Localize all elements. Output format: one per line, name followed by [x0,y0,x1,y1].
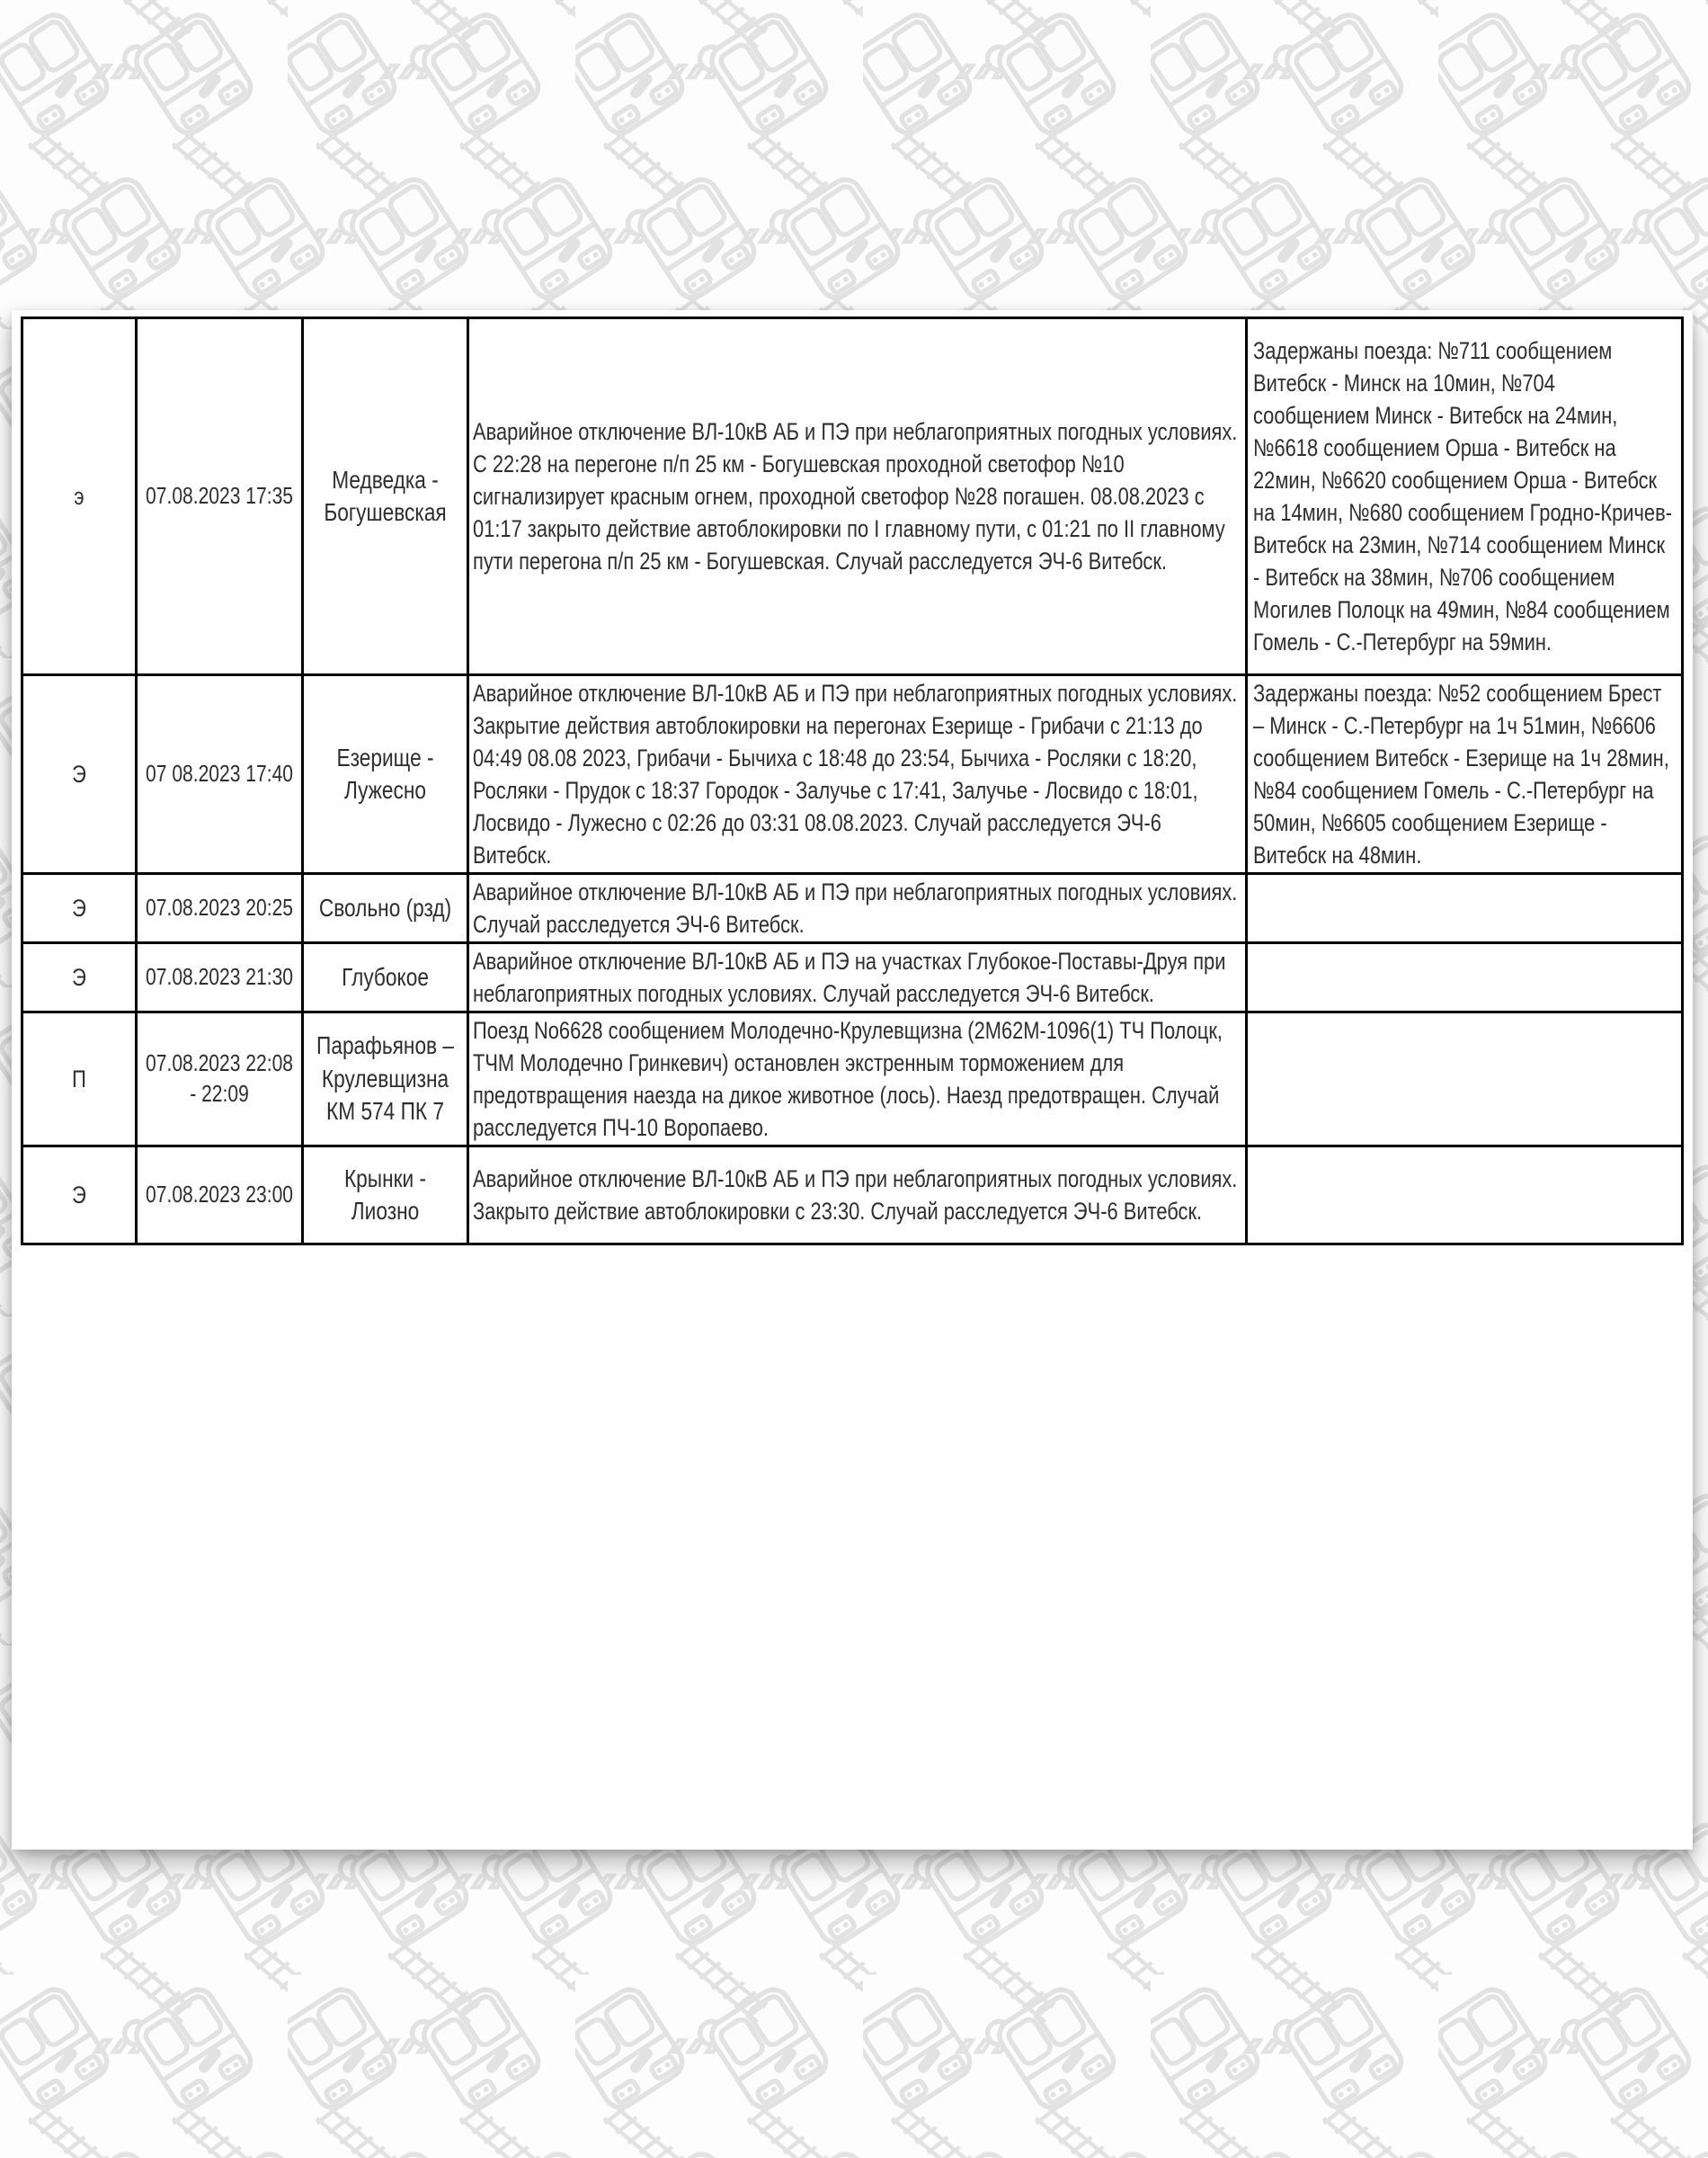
location-cell: Езерище - Лужесно [303,675,468,874]
location-cell: Свольно (рзд) [303,874,468,943]
datetime-cell: 07.08.2023 22:08 - 22:09 [137,1012,303,1146]
description-cell: Аварийное отключение ВЛ-10кВ АБ и ПЭ при неблагоприятных погодных условиях. Закрыто действие автоблокировки с 23:30. Случай расследуется ЭЧ-6 Витебск. [468,1146,1247,1244]
delays-cell [1247,1012,1683,1146]
datetime-cell: 07 08.2023 17:40 [137,675,303,874]
description-cell: Аварийное отключение ВЛ-10кВ АБ и ПЭ при неблагоприятных погодных условиях. С 22:28 на перегоне п/п 25 км - Богушевская проходной светофор №10 сигнализирует красным огнем, проходной светофор №28 погашен. 08.08.2023 с 01:17 закрыто действие автоблокировки по I главному пути, с 01:21 по II главному пути перегона п/п 25 км - Богушевская. Случай расследуется ЭЧ-6 Витебск. [468,318,1247,675]
table-row [22,318,1683,675]
event-type-cell: Э [22,675,137,874]
datetime-cell: 07.08.2023 21:30 [137,943,303,1012]
table-row [22,943,1683,1012]
table-row [22,675,1683,874]
location-cell: Крынки - Лиозно [303,1146,468,1244]
event-type-cell: Э [22,1146,137,1244]
location-cell: Парафьянов – Крулевщизна КМ 574 ПК 7 [303,1012,468,1146]
delays-cell: Задержаны поезда: №52 сообщением Брест – Минск - С.-Петербург на 1ч 51мин, №6606 сообщением Витебск - Езерище на 1ч 28мин, №84 сообщением Гомель - С.-Петербург на 50мин, №6605 сообщением Езерище - Витебск на 48мин. [1247,675,1683,874]
location-cell: Глубокое [303,943,468,1012]
description-cell: Аварийное отключение ВЛ-10кВ АБ и ПЭ на участках Глубокое-Поставы-Друя при неблагоприятных погодных условиях. Случай расследуется ЭЧ-6 Витебск. [468,943,1247,1012]
datetime-cell: 07.08.2023 20:25 [137,874,303,943]
event-type-cell: Э [22,943,137,1012]
table-row [22,874,1683,943]
table-row [22,1146,1683,1244]
event-type-cell: э [22,318,137,675]
location-cell: Медведка - Богушевская [303,318,468,675]
event-type-cell: Э [22,874,137,943]
delays-cell [1247,1146,1683,1244]
delays-cell [1247,943,1683,1012]
delays-cell [1247,874,1683,943]
event-type-cell: П [22,1012,137,1146]
description-cell: Аварийное отключение ВЛ-10кВ АБ и ПЭ при неблагоприятных погодных условиях. Закрытие действия автоблокировки на перегонах Езерище - Грибачи с 21:13 до 04:49 08.08 2023, Грибачи - Бычиха с 18:48 до 23:54, Бычиха - Росляки с 18:20, Росляки - Прудок с 18:37 Городок - Залучье с 17:41, Залучье - Лосвидо с 18:01, Лосвидо - Лужесно с 02:26 до 03:31 08.08.2023. Случай расследуется ЭЧ-6 Витебск. [468,675,1247,874]
incident-table [21,317,1684,1245]
table-row [22,1012,1683,1146]
description-cell: Поезд No6628 сообщением Молодечно-Крулевщизна (2М62М-1096(1) ТЧ Полоцк, ТЧМ Молодечно Гринкевич) остановлен экстренным торможением для предотвращения наезда на дикое животное (лось). Наезд предотвращен. Случай расследуется ПЧ-10 Воропаево. [468,1012,1247,1146]
delays-cell: Задержаны поезда: №711 сообщением Витебск - Минск на 10мин, №704 сообщением Минск - Витебск на 24мин, №6618 сообщением Орша - Витебск на 22мин, №6620 сообщением Орша - Витебск на 14мин, №680 сообщением Гродно-Кричев-Витебск на 23мин, №714 сообщением Минск - Витебск на 38мин, №706 сообщением Могилев Полоцк на 49мин, №84 сообщением Гомель - С.-Петербург на 59мин. [1247,318,1683,675]
datetime-cell: 07.08.2023 17:35 [137,318,303,675]
document-sheet [12,310,1693,1850]
description-cell: Аварийное отключение ВЛ-10кВ АБ и ПЭ при неблагоприятных погодных условиях. Случай расследуется ЭЧ-6 Витебск. [468,874,1247,943]
datetime-cell: 07.08.2023 23:00 [137,1146,303,1244]
